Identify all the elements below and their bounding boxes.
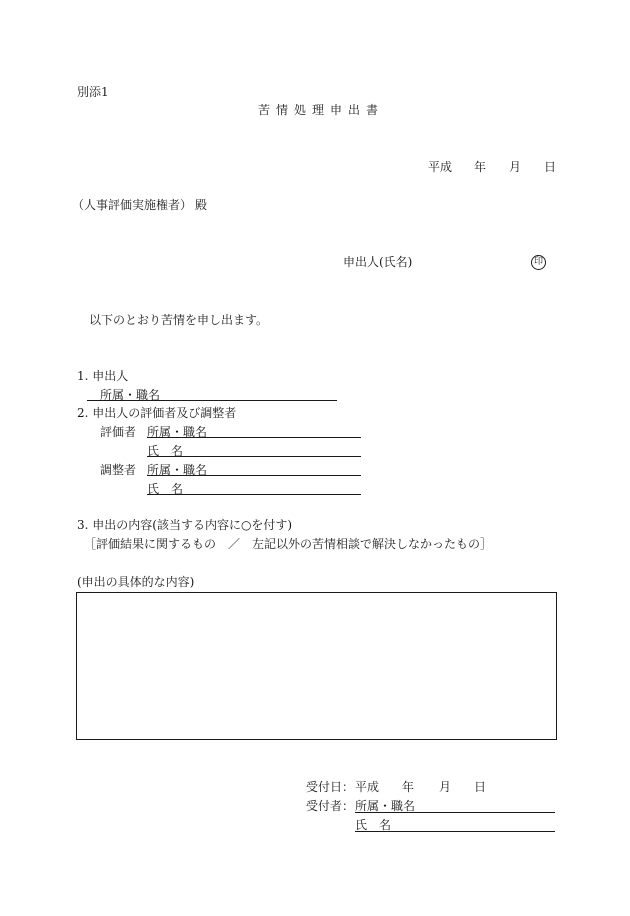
- evaluator-affiliation-label: 所属・職名: [147, 425, 208, 439]
- reception-date-label: 受付日：: [306, 780, 355, 794]
- receiver-affiliation-line: [355, 812, 555, 813]
- adjuster-affiliation-line: [147, 475, 361, 476]
- adjuster-name-line: [147, 494, 361, 495]
- reception-year: 年: [402, 780, 415, 794]
- date-day: 日: [544, 160, 557, 174]
- intro-text: 以下のとおり苦情を申し出ます。: [89, 313, 269, 327]
- date-era: 平成: [428, 160, 453, 174]
- date-year: 年: [474, 160, 487, 174]
- section2-heading: 2. 申出人の評価者及び調整者: [77, 406, 237, 420]
- adjuster-label: 調整者: [100, 463, 137, 477]
- details-label: (申出の具体的な内容): [77, 575, 195, 589]
- annex-label: 別添1: [77, 85, 109, 99]
- adjuster-affiliation-label: 所属・職名: [147, 463, 208, 477]
- details-box[interactable]: [76, 592, 557, 740]
- reception-day: 日: [474, 780, 487, 794]
- reception-month: 月: [439, 780, 452, 794]
- adjuster-name-label: 氏 名: [147, 482, 184, 496]
- document-title: 苦情処理申出書: [258, 103, 385, 117]
- applicant-name-label: 申出人(氏名): [343, 255, 413, 269]
- reception-era: 平成: [355, 780, 380, 794]
- evaluator-name-label: 氏 名: [147, 444, 184, 458]
- receiver-name-line: [355, 831, 555, 832]
- receiver-label: 受付者：: [306, 799, 355, 813]
- section3-heading: 3. 申出の内容(該当する内容に○を付す): [77, 518, 293, 532]
- evaluator-affiliation-line: [147, 437, 361, 438]
- section1-affiliation-line: [87, 400, 337, 401]
- evaluator-name-line: [147, 456, 361, 457]
- evaluator-label: 評価者: [100, 425, 137, 439]
- addressee: （人事評価実施権者）: [72, 198, 193, 212]
- section3-options[interactable]: ［評価結果に関するもの ／ 左記以外の苦情相談で解決しなかったもの］: [84, 537, 493, 551]
- receiver-affiliation-label: 所属・職名: [355, 799, 416, 813]
- section1-heading: 1. 申出人: [77, 369, 129, 383]
- date-month: 月: [509, 160, 522, 174]
- receiver-name-label: 氏 名: [355, 818, 392, 832]
- honorific: 殿: [195, 198, 208, 212]
- section1-affiliation-label: 所属・職名: [100, 388, 161, 402]
- seal-icon: 印: [531, 255, 546, 270]
